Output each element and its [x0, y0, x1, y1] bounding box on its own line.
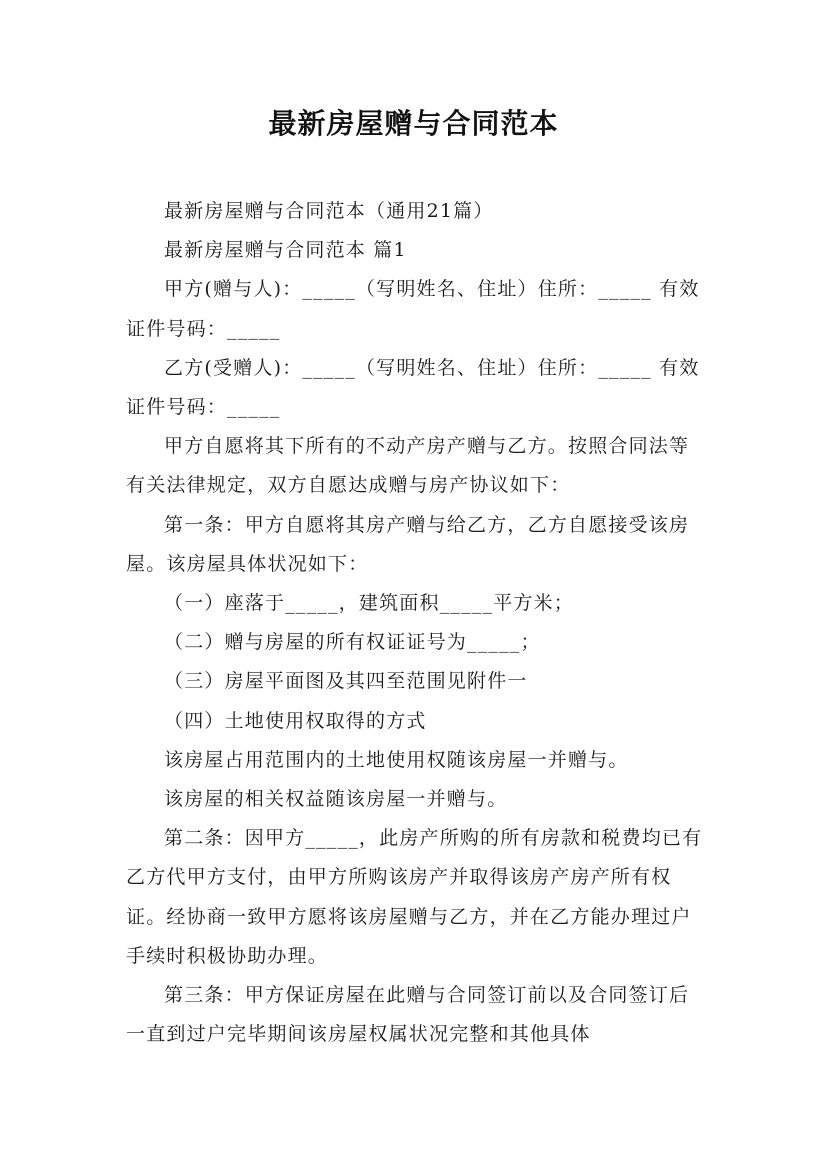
- paragraph-article-3: 第三条：甲方保证房屋在此赠与合同签订前以及合同签订后一直到过户完毕期间该房屋权属状况完整和其他具体: [126, 984, 690, 1046]
- paragraph-article-1: 第一条：甲方自愿将其房产赠与给乙方，乙方自愿接受该房屋。该房屋具体状况如下：: [126, 513, 690, 575]
- paragraph-party-a: 甲方(赠与人)：_____（写明姓名、住址）住所：_____ 有效证件号码：_____: [126, 278, 700, 340]
- paragraph-intro: 甲方自愿将其下所有的不动产房产赠与乙方。按照合同法等有关法律规定，双方自愿达成赠与房产协议如下：: [126, 435, 690, 497]
- paragraph-subtitle: 最新房屋赠与合同范本（通用21篇）: [164, 200, 494, 222]
- paragraph-section-heading: 最新房屋赠与合同范本 篇1: [164, 239, 407, 262]
- paragraph-article-2: 第二条：因甲方_____，此房产所购的所有房款和税费均已有乙方代甲方支付，由甲方所购该房产并取得该房产房产所有权证。经协商一致甲方愿将该房屋赠与乙方，并在乙方能办理过户手续时积极协助办理。: [126, 827, 703, 967]
- paragraph-land-use: 该房屋占用范围内的土地使用权随该房屋一并赠与。: [164, 748, 629, 771]
- paragraph-related-rights: 该房屋的相关权益随该房屋一并赠与。: [164, 788, 508, 811]
- paragraph-item-3: （三）房屋平面图及其四至范围见附件一: [164, 670, 528, 693]
- document-body: [126, 192, 706, 1054]
- paragraph-item-2: （二）赠与房屋的所有权证证号为_____；: [164, 631, 541, 654]
- paragraph-party-b: 乙方(受赠人)：_____（写明姓名、住址）住所：_____ 有效证件号码：_____: [126, 356, 700, 419]
- paragraph-item-4: （四）土地使用权取得的方式: [164, 709, 427, 732]
- paragraph-item-1: （一）座落于_____，建筑面积_____平方米；: [164, 592, 575, 615]
- document-title: 最新房屋赠与合同范本: [268, 107, 559, 140]
